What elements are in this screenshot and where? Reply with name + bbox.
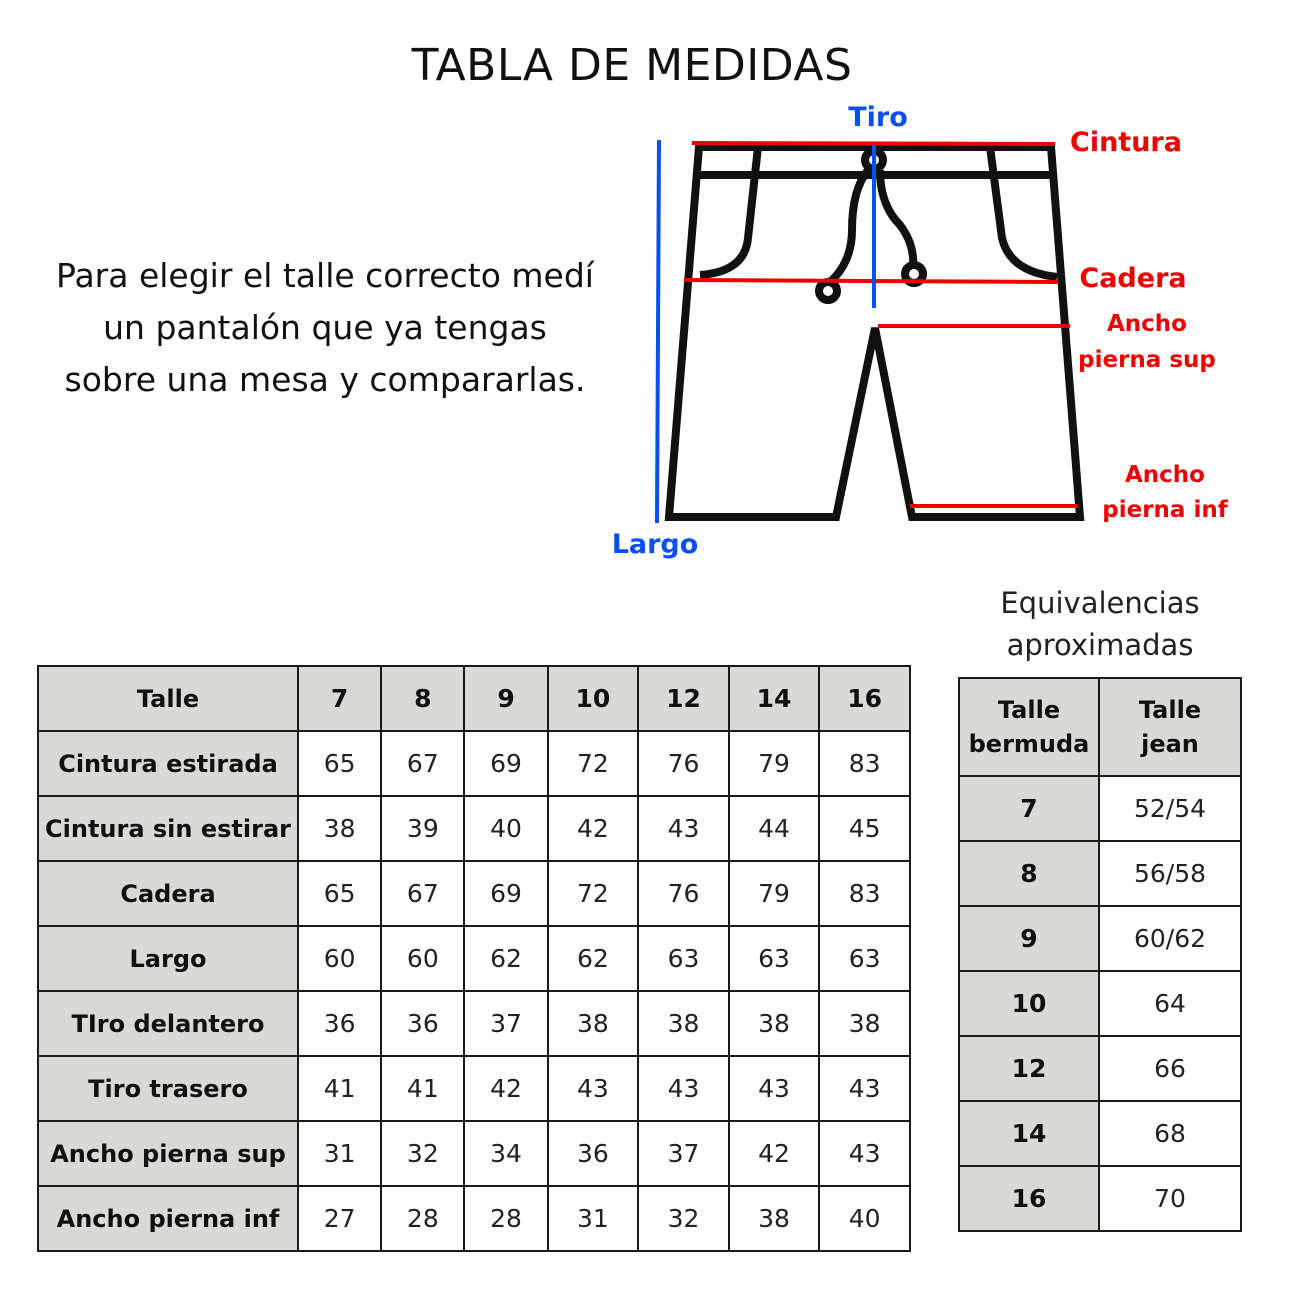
size-header-cell: 16	[819, 666, 910, 731]
table-cell: 43	[819, 1056, 910, 1121]
jean-size: 52/54	[1099, 776, 1241, 841]
table-row	[38, 1121, 910, 1186]
header-line: bermuda	[968, 730, 1090, 758]
intro-line: sobre una mesa y compararlas.	[64, 360, 586, 399]
table-cell: 72	[548, 731, 639, 796]
size-header-cell: 7	[298, 666, 381, 731]
table-cell: 37	[638, 1121, 729, 1186]
table-cell: 76	[638, 861, 729, 926]
table-row	[959, 841, 1241, 906]
table-row	[38, 926, 910, 991]
size-header-cell: 9	[464, 666, 547, 731]
largo-label: Largo	[611, 529, 699, 560]
row-label: Cintura estirada	[38, 731, 298, 796]
ancho-inf-label-line2: pierna inf	[1102, 497, 1228, 523]
left-drawstring	[830, 170, 868, 282]
tiro-label: Tiro	[848, 102, 908, 133]
table-row	[38, 796, 910, 861]
right-drawstring	[880, 170, 913, 268]
jean-size: 64	[1099, 971, 1241, 1036]
table-row	[38, 861, 910, 926]
table-cell: 36	[298, 991, 381, 1056]
cintura-line	[692, 143, 1055, 144]
size-header-label: Talle	[38, 666, 298, 731]
header-line: Talle	[997, 696, 1061, 724]
size-header-cell: 12	[638, 666, 729, 731]
table-row	[959, 906, 1241, 971]
table-cell: 60	[381, 926, 464, 991]
bermuda-size: 12	[959, 1036, 1099, 1101]
table-cell: 39	[381, 796, 464, 861]
bermuda-size: 14	[959, 1101, 1099, 1166]
size-table	[37, 665, 911, 1252]
size-header-cell: 8	[381, 666, 464, 731]
table-row	[38, 731, 910, 796]
equivalencias-title-line: aproximadas	[1006, 628, 1194, 662]
table-cell: 62	[464, 926, 547, 991]
cadera-line	[684, 280, 1058, 282]
table-cell: 69	[464, 731, 547, 796]
table-cell: 42	[464, 1056, 547, 1121]
table-cell: 31	[298, 1121, 381, 1186]
intro-text	[10, 250, 640, 406]
bermuda-header	[959, 678, 1099, 776]
table-row	[959, 776, 1241, 841]
table-cell: 36	[381, 991, 464, 1056]
row-label: Ancho pierna inf	[38, 1186, 298, 1251]
table-cell: 41	[298, 1056, 381, 1121]
row-label: Ancho pierna sup	[38, 1121, 298, 1186]
table-cell: 63	[638, 926, 729, 991]
table-row	[959, 1036, 1241, 1101]
table-cell: 38	[298, 796, 381, 861]
table-cell: 60	[298, 926, 381, 991]
size-header-cell: 10	[548, 666, 639, 731]
table-cell: 27	[298, 1186, 381, 1251]
table-cell: 83	[819, 861, 910, 926]
table-cell: 72	[548, 861, 639, 926]
table-row	[959, 1166, 1241, 1231]
bermuda-size: 9	[959, 906, 1099, 971]
size-table-header-row	[38, 666, 910, 731]
table-row	[959, 1101, 1241, 1166]
table-cell: 42	[729, 1121, 820, 1186]
jean-size: 56/58	[1099, 841, 1241, 906]
row-label: Cadera	[38, 861, 298, 926]
jean-size: 68	[1099, 1101, 1241, 1166]
page-title: TABLA DE MEDIDAS	[411, 40, 853, 91]
equivalencias-title	[960, 582, 1240, 666]
table-cell: 38	[729, 1186, 820, 1251]
table-cell: 62	[548, 926, 639, 991]
intro-line: Para elegir el talle correcto medí	[56, 256, 594, 295]
table-cell: 76	[638, 731, 729, 796]
table-cell: 37	[464, 991, 547, 1056]
table-cell: 38	[638, 991, 729, 1056]
table-cell: 44	[729, 796, 820, 861]
bermuda-size: 7	[959, 776, 1099, 841]
cadera-label: Cadera	[1079, 263, 1187, 294]
drawstring-end-left	[819, 282, 837, 300]
equivalencias-title-line: Equivalencias	[1000, 586, 1200, 620]
table-cell: 43	[548, 1056, 639, 1121]
header-line: jean	[1141, 730, 1199, 758]
table-cell: 79	[729, 731, 820, 796]
table-cell: 67	[381, 731, 464, 796]
equivalencias-table	[958, 677, 1242, 1232]
table-cell: 40	[464, 796, 547, 861]
header-line: Talle	[1138, 696, 1202, 724]
left-pocket	[700, 147, 758, 275]
table-cell: 31	[548, 1186, 639, 1251]
row-label: Largo	[38, 926, 298, 991]
ancho-sup-label-line1: Ancho	[1107, 311, 1187, 337]
table-cell: 40	[819, 1186, 910, 1251]
intro-line: un pantalón que ya tengas	[103, 308, 547, 347]
table-cell: 69	[464, 861, 547, 926]
right-pocket	[990, 147, 1057, 277]
table-row	[959, 971, 1241, 1036]
table-cell: 42	[548, 796, 639, 861]
largo-line	[657, 140, 659, 523]
table-row	[38, 991, 910, 1056]
table-cell: 38	[819, 991, 910, 1056]
table-cell: 28	[464, 1186, 547, 1251]
ancho-sup-label-line2: pierna sup	[1078, 347, 1216, 373]
table-cell: 28	[381, 1186, 464, 1251]
table-cell: 43	[819, 1121, 910, 1186]
table-cell: 83	[819, 731, 910, 796]
table-cell: 41	[381, 1056, 464, 1121]
bermuda-size: 8	[959, 841, 1099, 906]
table-cell: 32	[638, 1186, 729, 1251]
table-cell: 65	[298, 861, 381, 926]
jean-size: 66	[1099, 1036, 1241, 1101]
table-cell: 63	[729, 926, 820, 991]
table-cell: 43	[638, 1056, 729, 1121]
table-cell: 43	[638, 796, 729, 861]
table-cell: 79	[729, 861, 820, 926]
row-label: TIro delantero	[38, 991, 298, 1056]
table-row	[38, 1186, 910, 1251]
shorts-measurement-diagram	[600, 90, 1300, 570]
table-cell: 43	[729, 1056, 820, 1121]
size-header-cell: 14	[729, 666, 820, 731]
ancho-inf-label-line1: Ancho	[1125, 462, 1205, 488]
table-cell: 38	[729, 991, 820, 1056]
equivalencias-header-row	[959, 678, 1241, 776]
cintura-label: Cintura	[1070, 127, 1182, 158]
row-label: Tiro trasero	[38, 1056, 298, 1121]
table-cell: 63	[819, 926, 910, 991]
table-row	[38, 1056, 910, 1121]
table-cell: 65	[298, 731, 381, 796]
row-label: Cintura sin estirar	[38, 796, 298, 861]
jean-header	[1099, 678, 1241, 776]
jean-size: 70	[1099, 1166, 1241, 1231]
table-cell: 32	[381, 1121, 464, 1186]
jean-size: 60/62	[1099, 906, 1241, 971]
bermuda-size: 16	[959, 1166, 1099, 1231]
table-cell: 45	[819, 796, 910, 861]
table-cell: 38	[548, 991, 639, 1056]
table-cell: 36	[548, 1121, 639, 1186]
table-cell: 67	[381, 861, 464, 926]
bermuda-size: 10	[959, 971, 1099, 1036]
table-cell: 34	[464, 1121, 547, 1186]
